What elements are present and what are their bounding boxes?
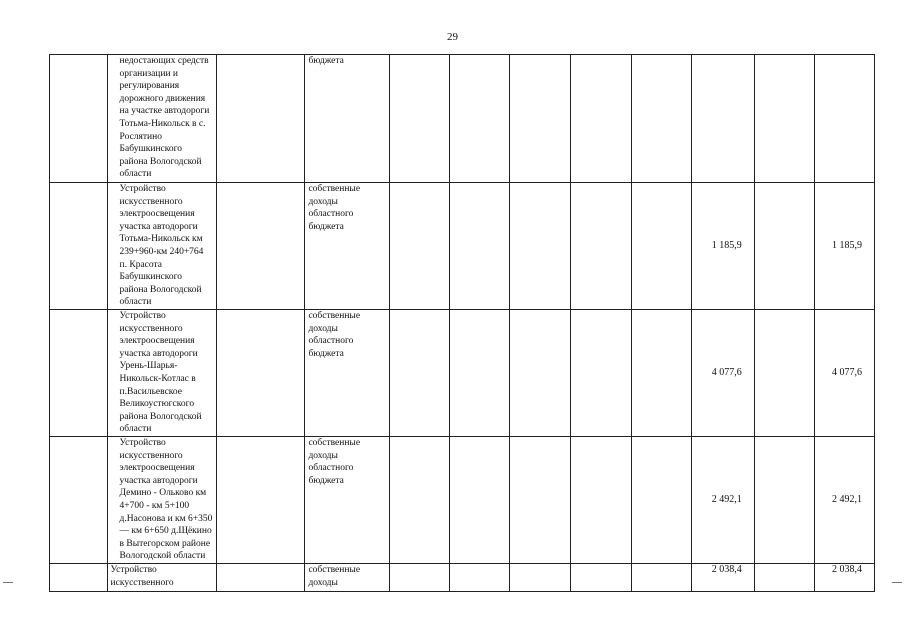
empty-cell <box>754 310 815 437</box>
empty-cell <box>631 564 692 592</box>
empty-cell <box>390 564 450 592</box>
funding-source: собственные доходы <box>308 565 361 588</box>
empty-cell <box>570 564 631 592</box>
empty-cell <box>631 310 692 437</box>
empty-cell <box>390 55 450 183</box>
empty-cell <box>216 183 305 310</box>
measure-name: Устройство искусственного электроосвещения участка автодороги Урень-Шарья- Никольск-Котлас в п.Васильевское Великоустюгского района Вологодской области <box>119 311 202 435</box>
empty-cell <box>449 564 510 592</box>
row-number-cell <box>50 564 108 592</box>
empty-cell <box>631 183 692 310</box>
empty-cell <box>510 564 571 592</box>
empty-cell <box>570 437 631 564</box>
right-margin-mark <box>892 582 902 583</box>
empty-cell <box>510 310 571 437</box>
total-amount-cell <box>815 183 875 310</box>
empty-cell <box>390 437 450 564</box>
total-amount-value: 2 038,4 <box>832 564 862 575</box>
total-amount-cell <box>815 55 875 183</box>
table-row <box>50 437 875 564</box>
amount-value: 1 185,9 <box>711 239 742 251</box>
empty-cell <box>754 183 815 310</box>
empty-cell <box>390 310 450 437</box>
amount-value: 2 492,1 <box>711 493 742 505</box>
budget-table <box>49 54 875 592</box>
empty-cell <box>449 55 510 183</box>
empty-cell <box>216 310 305 437</box>
funding-source: собственные доходы областного бюджета <box>308 311 361 359</box>
measure-name: Устройство искусственного электроосвещения участка автодороги Тотьма-Никольск км 239+960-км 240+764 п. Красота Бабушкинского района Вологодской области <box>119 184 204 308</box>
table-row <box>50 310 875 437</box>
amount-cell <box>692 183 755 310</box>
empty-cell <box>449 310 510 437</box>
measure-name-cell <box>107 437 216 564</box>
amount-cell <box>692 55 755 183</box>
empty-cell <box>510 437 571 564</box>
empty-cell <box>216 437 305 564</box>
measure-name: Устройство искусственного <box>110 565 174 588</box>
amount-cell <box>692 310 755 437</box>
empty-cell <box>570 183 631 310</box>
funding-source: собственные доходы областного бюджета <box>308 438 361 486</box>
amount-cell <box>692 564 755 592</box>
amount-value: 2 038,4 <box>711 564 742 575</box>
empty-cell <box>570 310 631 437</box>
funding-source-cell <box>305 437 390 564</box>
empty-cell <box>510 55 571 183</box>
empty-cell <box>510 183 571 310</box>
measure-name-cell <box>107 183 216 310</box>
empty-cell <box>216 55 305 183</box>
total-amount-value: 1 185,9 <box>832 239 862 251</box>
measure-name: Устройство искусственного электроосвещения участка автодороги Демино - Ольково км 4+700 - км 5+100 д.Насонова и км 6+350 — км 6+650 д.Щёкино в Вытегорском районе Вологодской области <box>119 438 213 562</box>
row-number-cell <box>50 310 108 437</box>
empty-cell <box>754 564 815 592</box>
measure-name-cell <box>107 310 216 437</box>
table-row <box>50 183 875 310</box>
total-amount-value: 4 077,6 <box>832 366 862 378</box>
total-amount-cell <box>815 310 875 437</box>
table-row <box>50 55 875 183</box>
total-amount-cell <box>815 564 875 592</box>
funding-source: бюджета <box>308 56 344 66</box>
table-row <box>50 564 875 592</box>
left-margin-mark <box>3 582 13 583</box>
empty-cell <box>570 55 631 183</box>
measure-name: недостающих средств организации и регулирования дорожного движения на участке автодороги Тотьма-Никольск в с. Рослятино Бабушкинского района Вологодской области <box>119 56 210 180</box>
measure-name-cell <box>107 564 216 592</box>
row-number-cell <box>50 55 108 183</box>
empty-cell <box>754 437 815 564</box>
amount-value: 4 077,6 <box>711 366 742 378</box>
funding-source-cell <box>305 55 390 183</box>
funding-source: собственные доходы областного бюджета <box>308 184 361 232</box>
measure-name-cell <box>107 55 216 183</box>
funding-source-cell <box>305 183 390 310</box>
empty-cell <box>216 564 305 592</box>
row-number-cell <box>50 183 108 310</box>
page-number: 29 <box>447 31 458 43</box>
row-number-cell <box>50 437 108 564</box>
funding-source-cell <box>305 310 390 437</box>
empty-cell <box>631 55 692 183</box>
empty-cell <box>754 55 815 183</box>
total-amount-cell <box>815 437 875 564</box>
amount-cell <box>692 437 755 564</box>
funding-source-cell <box>305 564 390 592</box>
empty-cell <box>449 437 510 564</box>
total-amount-value: 2 492,1 <box>832 493 862 505</box>
empty-cell <box>449 183 510 310</box>
empty-cell <box>631 437 692 564</box>
empty-cell <box>390 183 450 310</box>
